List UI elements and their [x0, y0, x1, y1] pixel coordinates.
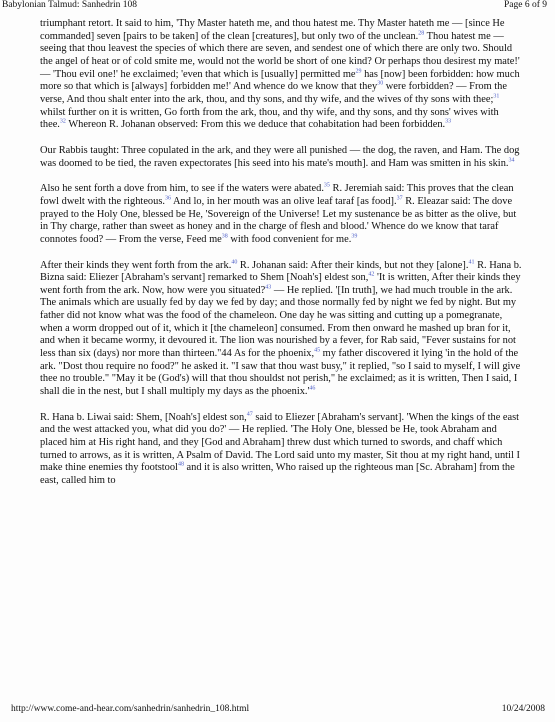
- paragraph-text: Our Rabbis taught: Three copulated in the ark, and they were all punished — the dog, the raven, and Ham. The dog was doomed to be tied, the raven expectorates [his seed into his mate's mouth]. and Ham was smitten in his skin.: [40, 144, 520, 169]
- paragraph-text: triumphant retort. It said to him, 'Thy Master hateth me, and thou hatest me. Thy Master hateth me — [since He commanded] seven [pairs to be taken] of the clean [creatures], but only two of the unclean.: [40, 18, 505, 42]
- footnote-ref[interactable]: 40: [231, 259, 238, 266]
- footnote-ref[interactable]: 30: [377, 80, 384, 87]
- paragraph-text: were forbidden? — From the verse, And thou shalt enter into the ark, thou, and thy sons, and thy wife, and the wives of thy sons with thee;: [40, 81, 507, 105]
- footnote-ref[interactable]: 28: [418, 30, 425, 37]
- paragraph-text: R. Jeremiah said: This proves that the clean fowl dwelt with the righteous.: [40, 183, 514, 207]
- paragraph-text: R. Eleazar said: The dove prayed to the Holy One, blessed be He, 'Sovereign of the Universe! Let my sustenance be as bitter as the olive, but in Thy charge, rather than sweet as honey and in the charge of flesh and blood.' Whence do we know that taraf connotes food? — From the verse, Feed me: [40, 195, 517, 245]
- footnote-ref[interactable]: 45: [314, 347, 321, 354]
- print-date: 10/24/2008: [501, 704, 545, 714]
- paragraph-text: Thou hatest me — seeing that thou leavest the species of which there are seven, and sendest one of which there are only two. Should the angel of heat or of cold smite me, would not the world be short of one kind? Or perhaps thou desirest my mate!' — 'Thou evil one!' he exclaimed; 'even that which is [usually] permitted me: [40, 30, 520, 80]
- footnote-ref[interactable]: 47: [246, 411, 253, 418]
- footnote-ref[interactable]: 38: [221, 233, 228, 240]
- footnote-ref[interactable]: 46: [309, 385, 316, 392]
- paragraph-text: After their kinds they went forth from the ark.: [40, 259, 232, 271]
- document-title: Babylonian Talmud: Sanhedrin 108: [2, 0, 138, 10]
- text-paragraph: [40, 145, 522, 170]
- footnote-ref[interactable]: 48: [177, 461, 184, 468]
- footnote-ref[interactable]: 41: [468, 259, 475, 266]
- paragraph-text: R. Hana b. Liwai said: Shem, [Noah's] eldest son,: [40, 411, 247, 423]
- paragraph-text: Also he sent forth a dove from him, to see if the waters were abated.: [40, 183, 324, 195]
- paragraph-text: and it is also written, Who raised up the righteous man [Sc. Abraham] from the east, called him to: [40, 462, 515, 486]
- text-paragraph: [40, 183, 522, 246]
- footnote-ref[interactable]: 31: [493, 93, 500, 100]
- footnote-ref[interactable]: 36: [164, 195, 171, 202]
- text-paragraph: [40, 412, 522, 488]
- footnote-ref[interactable]: 35: [323, 182, 330, 189]
- paragraph-text: R. Hana b. Bizna said: Eliezer [Abraham's servant] remarked to Shem [Noah's] eldest son,: [40, 259, 522, 284]
- page-number: Page 6 of 9: [503, 0, 547, 10]
- footnote-ref[interactable]: 33: [445, 118, 452, 125]
- paragraph-text: — He replied. '[In truth], we had much trouble in the ark. The animals which are usually fed by day we fed by day; and those normally fed by night we fed by night. But my father did not know what was the food of the chameleon. One day he was sitting and cutting up a pomegranate, when a worm dropped out of it, which it [the chameleon] consumed. From then onward he mashed up bran for it, and when it became wormy, it devoured it. The lion was nourished by a fever, for Rab said, "Fever sustains for not less than six (days) nor more than thirteen."44 As for the phoenix,: [40, 284, 517, 360]
- source-url[interactable]: http://www.come-and-hear.com/sanhedrin/sanhedrin_108.html: [11, 704, 250, 714]
- footnote-ref[interactable]: 32: [59, 118, 66, 125]
- paragraph-text: R. Johanan said: After their kinds, but not they [alone].: [237, 259, 469, 271]
- footnote-ref[interactable]: 42: [368, 271, 375, 278]
- paragraph-text: my father discovered it lying 'in the hold of the ark. "Dost thou require no food?" he asked it. "I saw that thou wast busy," it replied, "so I said to myself, I will give thee no trouble." "May it be (God's) will that thou shouldst not perish," he exclaimed; as it is written, Then I said, I shall die in the nest, but I shall multiply my days as the phoenix.': [40, 348, 521, 398]
- text-paragraph: [40, 260, 522, 399]
- paragraph-text: has [now] been forbidden: how much more so that which is [always] forbidden me!' And whence do we know that they: [40, 68, 520, 93]
- document-body: [40, 18, 522, 501]
- footnote-ref[interactable]: 43: [265, 284, 272, 291]
- footnote-ref[interactable]: 29: [355, 68, 362, 75]
- text-paragraph: [40, 18, 522, 132]
- footnote-ref[interactable]: 39: [351, 233, 358, 240]
- paragraph-text: And lo, in her mouth was an olive leaf taraf [as food].: [170, 195, 397, 207]
- paragraph-text: whilst further on it is written, Go forth from the ark, thou, and thy wife, and thy sons, and thy sons' wives with thee.: [40, 106, 499, 131]
- footnote-ref[interactable]: 37: [396, 195, 403, 202]
- paragraph-text: said to Eliezer [Abraham's servant]. 'When the kings of the east and the west attacked you, what did you do?' — He replied. 'The Holy One, blessed be He, took Abraham and placed him at His right hand, and they [God and Abraham] threw dust which turned to swords, and chaff which turned to arrows, as it is written, A Psalm of David. The Lord said unto my master, Sit thou at my right hand, until I make thine enemies thy footstool: [40, 411, 520, 474]
- footnote-ref[interactable]: 34: [508, 157, 515, 164]
- paragraph-text: Whereon R. Johanan observed: From this we deduce that cohabitation had been forbidden.: [65, 119, 446, 131]
- paragraph-text: 'It is written, After their kinds they went forth from the ark. Now, how were you situated?: [40, 272, 521, 296]
- paragraph-text: with food convenient for me.: [227, 233, 352, 245]
